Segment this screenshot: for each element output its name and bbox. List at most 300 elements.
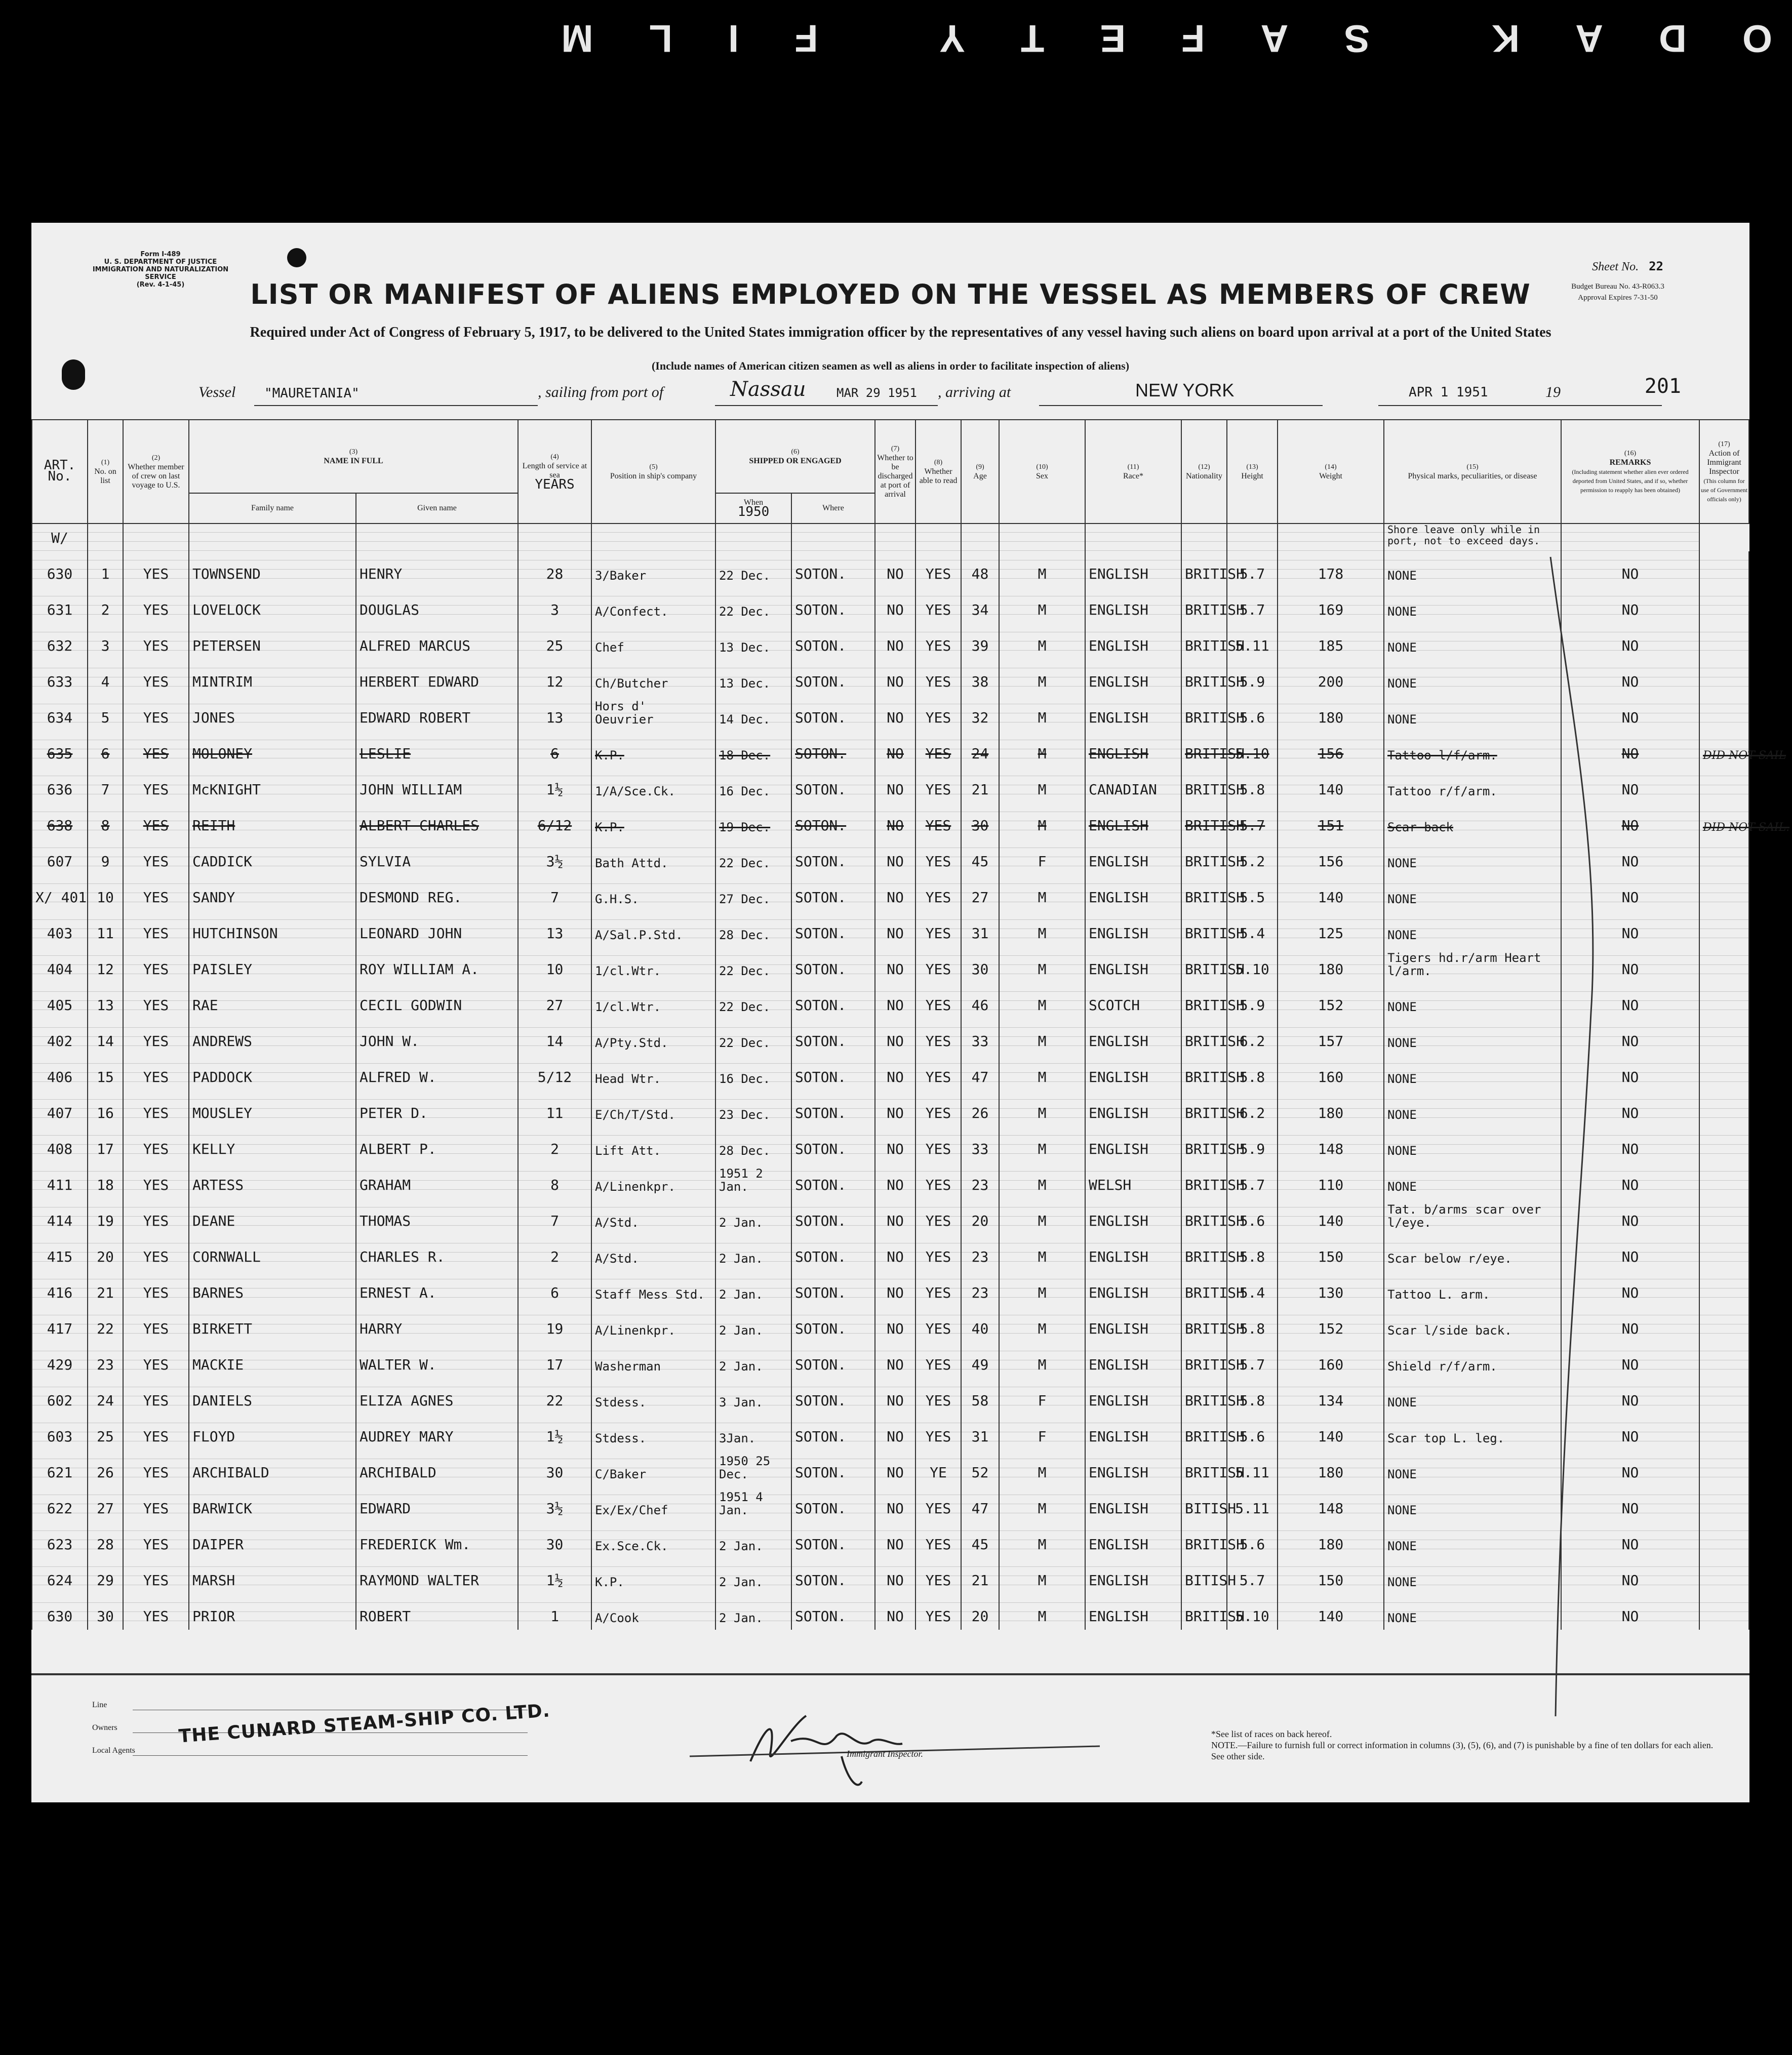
cell-family-name: MINTRIM — [189, 659, 356, 695]
cell-service-years: 7 — [518, 1198, 591, 1234]
cell-family-name: DAIPER — [189, 1522, 356, 1558]
cell-age: 33 — [961, 1126, 999, 1162]
cell-age: 45 — [961, 1522, 999, 1558]
cell-remarks: NO — [1561, 803, 1699, 839]
cell-sex: M — [999, 1162, 1085, 1198]
cell-age: 27 — [961, 875, 999, 911]
vessel-label: Vessel — [198, 384, 236, 400]
cell-weight: 156 — [1278, 731, 1384, 767]
cell-service-years: 13 — [518, 695, 591, 731]
cell-physical-marks: NONE — [1384, 623, 1561, 659]
cell-service-years: 11 — [518, 1091, 591, 1126]
cell-sex: F — [999, 839, 1085, 875]
cell-shipped-when: 22 Dec. — [715, 1019, 791, 1055]
cell-list-no: 22 — [88, 1306, 123, 1342]
cell-position: A/Confect. — [591, 587, 715, 623]
cell-crew-last-voyage: YES — [123, 1594, 189, 1630]
cell-able-to-read: YES — [915, 1414, 961, 1450]
cell-age: 30 — [961, 803, 999, 839]
cell-family-name: REITH — [189, 803, 356, 839]
cell-nationality: BRITISH — [1181, 803, 1227, 839]
cell-shipped-where: SOTON. — [791, 623, 875, 659]
cell-art-no: 416 — [32, 1270, 88, 1306]
cell-art-no: X/ 401 — [32, 875, 88, 911]
cell-art-no: 429 — [32, 1342, 88, 1378]
header-given-name: Given name — [356, 493, 518, 523]
cell-height: 5.11 — [1227, 1450, 1278, 1486]
cell-physical-marks: NONE — [1384, 1055, 1561, 1091]
cell-inspector-action — [1699, 1414, 1749, 1450]
cell-able-to-read: YES — [915, 695, 961, 731]
cell-art-no: 402 — [32, 1019, 88, 1055]
cell-weight: 150 — [1278, 1234, 1384, 1270]
cell-given-name: THOMAS — [356, 1198, 518, 1234]
cell-list-no: 16 — [88, 1091, 123, 1126]
cell-position: A/Cook — [591, 1594, 715, 1630]
cell-height: 5.10 — [1227, 731, 1278, 767]
cell-weight: 180 — [1278, 1091, 1384, 1126]
cell-crew-last-voyage: YES — [123, 1198, 189, 1234]
cell-sex: M — [999, 947, 1085, 983]
cell-remarks: NO — [1561, 983, 1699, 1019]
cell-given-name: EDWARD — [356, 1486, 518, 1522]
cell-race: ENGLISH — [1085, 875, 1181, 911]
cell-family-name: SANDY — [189, 875, 356, 911]
cell-crew-last-voyage: YES — [123, 1091, 189, 1126]
cell-physical-marks: NONE — [1384, 1558, 1561, 1594]
cell-art-no: 631 — [32, 587, 88, 623]
line-label: Line — [92, 1701, 107, 1709]
cell-list-no: 18 — [88, 1162, 123, 1198]
cell-shipped-where: SOTON. — [791, 1306, 875, 1342]
cell-height: 5.6 — [1227, 1414, 1278, 1450]
cell-race: ENGLISH — [1085, 623, 1181, 659]
inspector-signature — [690, 1696, 1105, 1797]
cell-sex: M — [999, 1198, 1085, 1234]
cell-discharged: NO — [875, 623, 915, 659]
cell-inspector-action: DID NOT SAIL — [1699, 731, 1749, 767]
cell-height: 5.7 — [1227, 587, 1278, 623]
cell-height: 5.8 — [1227, 1306, 1278, 1342]
local-agents-label: Local Agents — [92, 1746, 135, 1755]
cell-art-no: 636 — [32, 767, 88, 803]
cell-shipped-where: SOTON. — [791, 659, 875, 695]
header-where: Where — [791, 493, 875, 523]
cell-service-years: 3½ — [518, 1486, 591, 1522]
header-length-of-service: (4) Length of service at sea YEARS — [518, 420, 591, 523]
cell-discharged: NO — [875, 1019, 915, 1055]
cell-crew-last-voyage: YES — [123, 767, 189, 803]
cell-discharged: NO — [875, 1486, 915, 1522]
cell-list-no: 20 — [88, 1234, 123, 1270]
form-revision: (Rev. 4-1-45) — [136, 281, 185, 289]
crew-row — [32, 875, 1749, 911]
cell-height: 6.2 — [1227, 1091, 1278, 1126]
cell-remarks: NO — [1561, 1486, 1699, 1522]
cell-inspector-action — [1699, 983, 1749, 1019]
crew-row — [32, 1414, 1749, 1450]
header-height: (13) Height — [1227, 420, 1278, 523]
header-family-name: Family name — [189, 493, 356, 523]
cell-family-name: McKNIGHT — [189, 767, 356, 803]
cell-nationality: BRITISH — [1181, 695, 1227, 731]
cell-crew-last-voyage: YES — [123, 839, 189, 875]
crew-row — [32, 1019, 1749, 1055]
cell-service-years: 25 — [518, 623, 591, 659]
form-service: IMMIGRATION AND NATURALIZATION SERVICE — [92, 266, 229, 281]
cell-discharged: NO — [875, 731, 915, 767]
cell-height: 5.6 — [1227, 1198, 1278, 1234]
cell-race: ENGLISH — [1085, 1378, 1181, 1414]
cell-service-years: 19 — [518, 1306, 591, 1342]
cell-position: E/Ch/T/Std. — [591, 1091, 715, 1126]
cell-race: ENGLISH — [1085, 1126, 1181, 1162]
cell-art-no: 635 — [32, 731, 88, 767]
cell-remarks: NO — [1561, 1378, 1699, 1414]
cell-crew-last-voyage: YES — [123, 1162, 189, 1198]
cell-given-name: ALBERT P. — [356, 1126, 518, 1162]
header-weight: (14) Weight — [1278, 420, 1384, 523]
cell-nationality: BRITISH — [1181, 1450, 1227, 1486]
cell-service-years: 13 — [518, 911, 591, 947]
cell-able-to-read: YES — [915, 947, 961, 983]
crew-row — [32, 1522, 1749, 1558]
cell-able-to-read: YES — [915, 1270, 961, 1306]
cell-art-no: 633 — [32, 659, 88, 695]
cell-age: 30 — [961, 947, 999, 983]
cell-inspector-action — [1699, 1198, 1749, 1234]
cell-given-name: CHARLES R. — [356, 1234, 518, 1270]
sailing-label: , sailing from port of — [538, 384, 664, 400]
cell-shipped-when: 19 Dec. — [715, 803, 791, 839]
cell-art-no: 624 — [32, 1558, 88, 1594]
cell-race: ENGLISH — [1085, 1342, 1181, 1378]
cell-height: 5.7 — [1227, 551, 1278, 587]
cell-crew-last-voyage: YES — [123, 1558, 189, 1594]
cell-sex: M — [999, 1522, 1085, 1558]
cell-position: Ex.Sce.Ck. — [591, 1522, 715, 1558]
cell-race: ENGLISH — [1085, 587, 1181, 623]
cell-discharged: NO — [875, 587, 915, 623]
cell-art-no: 417 — [32, 1306, 88, 1342]
cell-physical-marks: NONE — [1384, 695, 1561, 731]
cell-crew-last-voyage: YES — [123, 1486, 189, 1522]
cell-list-no: 4 — [88, 659, 123, 695]
cell-height: 5.7 — [1227, 803, 1278, 839]
budget-line-2: Approval Expires 7-31-50 — [1578, 294, 1658, 302]
crew-row — [32, 1486, 1749, 1522]
cell-art-no: 630 — [32, 1594, 88, 1630]
cell-sex: M — [999, 875, 1085, 911]
cell-list-no: 12 — [88, 947, 123, 983]
header-crew-last-voyage: (2) Whether member of crew on last voyage to U.S. — [123, 420, 189, 523]
cell-inspector-action — [1699, 1486, 1749, 1522]
cell-nationality: BRITISH — [1181, 947, 1227, 983]
cell-discharged: NO — [875, 1126, 915, 1162]
cell-weight: 125 — [1278, 911, 1384, 947]
cell-physical-marks: NONE — [1384, 1019, 1561, 1055]
cell-remarks: NO — [1561, 1522, 1699, 1558]
cell-shipped-where: SOTON. — [791, 551, 875, 587]
cell-sex: M — [999, 911, 1085, 947]
cell-weight: 151 — [1278, 803, 1384, 839]
cell-list-no: 10 — [88, 875, 123, 911]
cell-nationality: BRITISH — [1181, 587, 1227, 623]
cell-shipped-when: 1950 25 Dec. — [715, 1450, 791, 1486]
cell-inspector-action — [1699, 875, 1749, 911]
cell-list-no: 6 — [88, 731, 123, 767]
cell-shipped-where: SOTON. — [791, 695, 875, 731]
cell-nationality: BRITISH — [1181, 839, 1227, 875]
cell-family-name: MOLONEY — [189, 731, 356, 767]
cell-age: 46 — [961, 983, 999, 1019]
cell-family-name: RAE — [189, 983, 356, 1019]
cell-physical-marks: NONE — [1384, 659, 1561, 695]
cell-physical-marks: Scar top L. leg. — [1384, 1414, 1561, 1450]
cell-shipped-when: 28 Dec. — [715, 1126, 791, 1162]
crew-row — [32, 1198, 1749, 1234]
cell-physical-marks: Scar back — [1384, 803, 1561, 839]
cell-height: 5.11 — [1227, 623, 1278, 659]
footer-note-penalty: NOTE.—Failure to furnish full or correct information in columns (3), (5), (6), and (7) is punishable by a fine of ten dollars for each alien. See other side. — [1211, 1740, 1714, 1761]
cell-race: ENGLISH — [1085, 659, 1181, 695]
cell-position: 3/Baker — [591, 551, 715, 587]
inspector-margin-line — [1540, 557, 1672, 1721]
cell-shipped-where: SOTON. — [791, 1055, 875, 1091]
cell-weight: 180 — [1278, 947, 1384, 983]
cell-nationality: BRITISH — [1181, 1342, 1227, 1378]
cell-given-name: ROY WILLIAM A. — [356, 947, 518, 983]
header-name-in-full: (3) NAME IN FULL — [189, 420, 518, 493]
cell-inspector-action — [1699, 1162, 1749, 1198]
header-physical-marks: (15) Physical marks, peculiarities, or disease — [1384, 420, 1561, 523]
cell-shipped-when: 28 Dec. — [715, 911, 791, 947]
cell-shipped-where: SOTON. — [791, 1414, 875, 1450]
cell-shipped-where: SOTON. — [791, 731, 875, 767]
cell-height: 5.2 — [1227, 839, 1278, 875]
cell-shipped-where: SOTON. — [791, 1486, 875, 1522]
cell-given-name: HERBERT EDWARD — [356, 659, 518, 695]
cell-list-no: 26 — [88, 1450, 123, 1486]
cell-sex: M — [999, 695, 1085, 731]
cell-shipped-where: SOTON. — [791, 983, 875, 1019]
cell-nationality: BRITISH — [1181, 1378, 1227, 1414]
cell-shipped-where: SOTON. — [791, 1019, 875, 1055]
punch-hole — [62, 359, 85, 390]
cell-family-name: BARNES — [189, 1270, 356, 1306]
agent-stamp: THE CUNARD STEAM-SHIP CO. LTD. — [178, 1700, 551, 1747]
cell-race: ENGLISH — [1085, 731, 1181, 767]
cell-race: ENGLISH — [1085, 1522, 1181, 1558]
cell-crew-last-voyage: YES — [123, 1450, 189, 1486]
crew-row — [32, 731, 1749, 767]
cell-nationality: BRITISH — [1181, 1270, 1227, 1306]
cell-art-no: 630 — [32, 551, 88, 587]
cell-age: 23 — [961, 1270, 999, 1306]
cell-nationality: BRITISH — [1181, 659, 1227, 695]
cell-weight: 140 — [1278, 1414, 1384, 1450]
cell-height: 5.8 — [1227, 767, 1278, 803]
cell-given-name: ERNEST A. — [356, 1270, 518, 1306]
cell-position: A/Pty.Std. — [591, 1019, 715, 1055]
cell-inspector-action — [1699, 1342, 1749, 1378]
cell-crew-last-voyage: YES — [123, 911, 189, 947]
cell-crew-last-voyage: YES — [123, 1522, 189, 1558]
cell-position: A/Std. — [591, 1234, 715, 1270]
cell-position: A/Std. — [591, 1198, 715, 1234]
cell-crew-last-voyage: YES — [123, 695, 189, 731]
cell-inspector-action — [1699, 1522, 1749, 1558]
cell-position: K.P. — [591, 1558, 715, 1594]
cell-art-no: 405 — [32, 983, 88, 1019]
cell-given-name: ROBERT — [356, 1594, 518, 1630]
cell-remarks: NO — [1561, 659, 1699, 695]
cell-service-years: 28 — [518, 551, 591, 587]
budget-line-1: Budget Bureau No. 43-R063.3 — [1571, 283, 1664, 291]
crew-row — [32, 839, 1749, 875]
cell-given-name: SYLVIA — [356, 839, 518, 875]
cell-able-to-read: YES — [915, 839, 961, 875]
cell-age: 47 — [961, 1055, 999, 1091]
cell-race: SCOTCH — [1085, 983, 1181, 1019]
cell-physical-marks: NONE — [1384, 1162, 1561, 1198]
cell-art-no: 607 — [32, 839, 88, 875]
cell-remarks: NO — [1561, 1414, 1699, 1450]
cell-list-no: 28 — [88, 1522, 123, 1558]
cell-weight: 180 — [1278, 695, 1384, 731]
cell-age: 38 — [961, 659, 999, 695]
cell-weight: 152 — [1278, 983, 1384, 1019]
cell-inspector-action — [1699, 947, 1749, 983]
crew-row — [32, 983, 1749, 1019]
cell-height: 5.6 — [1227, 1522, 1278, 1558]
cell-race: ENGLISH — [1085, 839, 1181, 875]
cell-weight: 160 — [1278, 1342, 1384, 1378]
cell-crew-last-voyage: YES — [123, 551, 189, 587]
cell-sex: M — [999, 1486, 1085, 1522]
cell-inspector-action — [1699, 1306, 1749, 1342]
crew-row — [32, 1055, 1749, 1091]
cell-age: 47 — [961, 1486, 999, 1522]
cell-able-to-read: YES — [915, 803, 961, 839]
cell-service-years: 1½ — [518, 1414, 591, 1450]
cell-position: 1/A/Sce.Ck. — [591, 767, 715, 803]
cell-service-years: 1½ — [518, 767, 591, 803]
cell-race: ENGLISH — [1085, 551, 1181, 587]
cell-discharged: NO — [875, 1522, 915, 1558]
cell-sex: F — [999, 1378, 1085, 1414]
cell-nationality: BRITISH — [1181, 551, 1227, 587]
cell-discharged: NO — [875, 1594, 915, 1630]
cell-inspector-action — [1699, 1126, 1749, 1162]
cell-able-to-read: YES — [915, 1091, 961, 1126]
cell-shipped-where: SOTON. — [791, 1522, 875, 1558]
cell-shipped-where: SOTON. — [791, 767, 875, 803]
arrival-port: NEW YORK — [1135, 380, 1235, 400]
crew-row — [32, 947, 1749, 983]
cell-inspector-action — [1699, 695, 1749, 731]
cell-family-name: BIRKETT — [189, 1306, 356, 1342]
cell-physical-marks: Scar below r/eye. — [1384, 1234, 1561, 1270]
cell-able-to-read: YES — [915, 1558, 961, 1594]
header-nationality: (12) Nationality — [1181, 420, 1227, 523]
cell-list-no: 17 — [88, 1126, 123, 1162]
cell-physical-marks: Tattoo r/f/arm. — [1384, 767, 1561, 803]
cell-height: 5.5 — [1227, 875, 1278, 911]
cell-nationality: BRITISH — [1181, 911, 1227, 947]
cell-crew-last-voyage: YES — [123, 623, 189, 659]
cell-age: 40 — [961, 1306, 999, 1342]
cell-inspector-action: DID NOT SAIL. — [1699, 803, 1749, 839]
cell-physical-marks: NONE — [1384, 911, 1561, 947]
cell-age: 45 — [961, 839, 999, 875]
cell-service-years: 10 — [518, 947, 591, 983]
cell-height: 5.4 — [1227, 1270, 1278, 1306]
cell-list-no: 21 — [88, 1270, 123, 1306]
cell-weight: 134 — [1278, 1378, 1384, 1414]
cell-remarks: NO — [1561, 731, 1699, 767]
cell-weight: 152 — [1278, 1306, 1384, 1342]
cell-family-name: PAISLEY — [189, 947, 356, 983]
cell-able-to-read: YES — [915, 1198, 961, 1234]
cell-sex: M — [999, 1055, 1085, 1091]
cell-nationality: BRITISH — [1181, 1019, 1227, 1055]
cell-position: A/Linenkpr. — [591, 1162, 715, 1198]
cell-given-name: LESLIE — [356, 731, 518, 767]
cell-race: ENGLISH — [1085, 1594, 1181, 1630]
cell-discharged: NO — [875, 659, 915, 695]
cell-crew-last-voyage: YES — [123, 803, 189, 839]
arrival-date: APR 1 1951 — [1409, 385, 1488, 400]
cell-sex: M — [999, 659, 1085, 695]
header-when: When 1950 — [715, 493, 791, 523]
cell-service-years: 3½ — [518, 839, 591, 875]
cell-discharged: NO — [875, 1198, 915, 1234]
cell-list-no: 1 — [88, 551, 123, 587]
cell-crew-last-voyage: YES — [123, 1378, 189, 1414]
inspector-label: Immigrant Inspector. — [847, 1749, 923, 1759]
vessel-name: "MAURETANIA" — [264, 386, 360, 401]
cell-remarks: NO — [1561, 839, 1699, 875]
crew-row — [32, 1270, 1749, 1306]
cell-art-no: 407 — [32, 1091, 88, 1126]
cell-age: 48 — [961, 551, 999, 587]
cell-age: 31 — [961, 911, 999, 947]
cell-art-no: 414 — [32, 1198, 88, 1234]
cell-age: 32 — [961, 695, 999, 731]
crew-row — [32, 1234, 1749, 1270]
cell-age: 33 — [961, 1019, 999, 1055]
cell-race: ENGLISH — [1085, 1558, 1181, 1594]
cell-discharged: NO — [875, 767, 915, 803]
cell-list-no: 14 — [88, 1019, 123, 1055]
sailing-date: MAR 29 1951 — [837, 386, 917, 400]
cell-physical-marks: Shield r/f/arm. — [1384, 1342, 1561, 1378]
cell-discharged: NO — [875, 1162, 915, 1198]
cell-service-years: 2 — [518, 1126, 591, 1162]
cell-sex: M — [999, 1594, 1085, 1630]
cell-discharged: NO — [875, 1414, 915, 1450]
cell-given-name: WALTER W. — [356, 1342, 518, 1378]
cell-position: Bath Attd. — [591, 839, 715, 875]
cell-race: CANADIAN — [1085, 767, 1181, 803]
cell-shipped-where: SOTON. — [791, 1091, 875, 1126]
cell-shipped-when: 23 Dec. — [715, 1091, 791, 1126]
cell-age: 31 — [961, 1414, 999, 1450]
cell-service-years: 27 — [518, 983, 591, 1019]
cell-able-to-read: YES — [915, 587, 961, 623]
cell-family-name: PETERSEN — [189, 623, 356, 659]
